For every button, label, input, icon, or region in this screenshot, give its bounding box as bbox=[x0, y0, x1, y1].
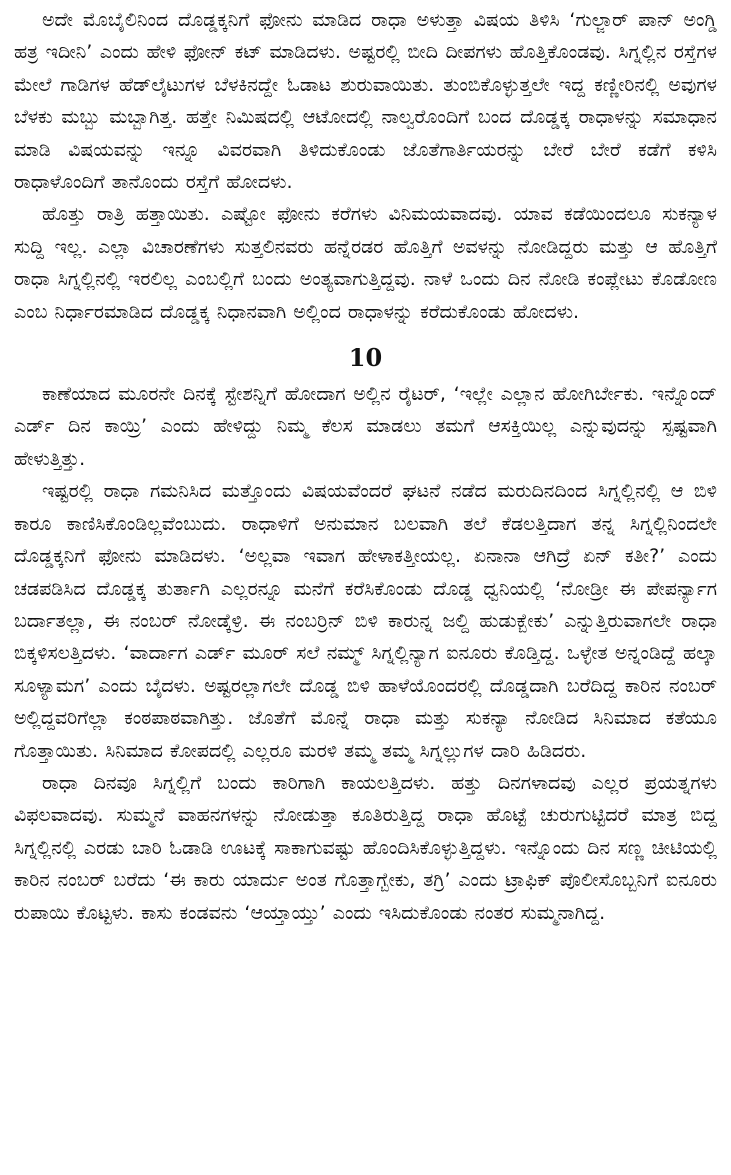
paragraph-2: ಹೊತ್ತು ರಾತ್ರಿ ಹತ್ತಾಯಿತು. ಎಷ್ಟೋ ಫೋನು ಕರೆಗಳು ವಿನಿಮಯವಾದವು. ಯಾವ ಕಡೆಯಿಂದಲೂ ಸುಕನ್ಯಾಳ ಸುದ್ದಿ ಇಲ್ಲ. ಎಲ್ಲಾ ವಿಚಾರಣೆಗಳು ಸುತ್ತಲಿನವರು ಹನ್ನೆರಡರ ಹೊತ್ತಿಗೆ ಅವಳನ್ನು ನೋಡಿದ್ದರು ಮತ್ತು ಆ ಹೊತ್ತಿಗೆ ರಾಧಾ ಸಿಗ್ನಲ್ಲಿನಲ್ಲಿ ಇರಲಿಲ್ಲ ಎಂಬಲ್ಲಿಗೆ ಬಂದು ಅಂತ್ಯವಾಗುತ್ತಿದ್ದವು. ನಾಳೆ ಒಂದು ದಿನ ನೋಡಿ ಕಂಪ್ಲೇಟು ಕೊಡೋಣ ಎಂಬ ನಿರ್ಧಾರಮಾಡಿದ ದೊಡ್ಡಕ್ಕ ನಿಧಾನವಾಗಿ ಅಲ್ಲಿಂದ ರಾಧಾಳನ್ನು ಕರೆದುಕೊಂಡು ಹೋದಳು. bbox=[14, 203, 717, 323]
paragraph-5: ರಾಧಾ ದಿನವೂ ಸಿಗ್ನಲ್ಲಿಗೆ ಬಂದು ಕಾರಿಗಾಗಿ ಕಾಯಲತ್ತಿದಳು. ಹತ್ತು ದಿನಗಳಾದವು ಎಲ್ಲರ ಪ್ರಯತ್ನಗಳು ವಿಫಲವಾದವು. ಸುಮ್ಮನೆ ವಾಹನಗಳನ್ನು ನೋಡುತ್ತಾ ಕೂತಿರುತ್ತಿದ್ದ ರಾಧಾ ಹೊಟ್ಟೆ ಚುರುಗುಟ್ಟಿದರೆ ಮಾತ್ರ ಬಿದ್ದ ಸಿಗ್ನಲ್ಲಿನಲ್ಲಿ ಎರಡು ಬಾರಿ ಓಡಾಡಿ ಊಟಕ್ಕೆ ಸಾಕಾಗುವಷ್ಟು ಹೊಂದಿಸಿಕೊಳ್ಳುತ್ತಿದ್ದಳು. ಇನ್ನೊಂದು ದಿನ ಸಣ್ಣ ಚೀಟಿಯಲ್ಲಿ ಕಾರಿನ ನಂಬರ್ ಬರೆದು ‘ಈ ಕಾರು ಯಾರ್ದು ಅಂತ ಗೊತ್ತಾಗ್ಬೇಕು, ತಗ್ರಿ’ ಎಂದು ಟ್ರಾಫಿಕ್ ಪೊಲೀಸೊಬ್ಬನಿಗೆ ಐನೂರು ರುಪಾಯಿ ಕೊಟ್ಟಳು. ಕಾಸು ಕಂಡವನು ‘ಆಯ್ತಾಯ್ತು’ ಎಂದು ಇಸಿದುಕೊಂಡು ನಂತರ ಸುಮ್ಮನಾಗಿದ್ದ. bbox=[14, 771, 717, 924]
paragraph-4: ಇಷ್ಟರಲ್ಲಿ ರಾಧಾ ಗಮನಿಸಿದ ಮತ್ತೊಂದು ವಿಷಯವೆಂದರೆ ಘಟನೆ ನಡೆದ ಮರುದಿನದಿಂದ ಸಿಗ್ನಲ್ಲಿನಲ್ಲಿ ಆ ಬಿಳಿ ಕಾರೂ ಕಾಣಿಸಿಕೊಂಡಿಲ್ಲವೆಂಬುದು. ರಾಧಾಳಿಗೆ ಅನುಮಾನ ಬಲವಾಗಿ ತಲೆ ಕೆಡಲತ್ತಿದಾಗ ತನ್ನ ಸಿಗ್ನಲ್ಲಿನಿಂದಲೇ ದೊಡ್ಡಕ್ಕನಿಗೆ ಫೋನು ಮಾಡಿದಳು. ‘ಅಲ್ಲವಾ ಇವಾಗ ಹೇಳಾಕತ್ತೀಯಲ್ಲ. ಏನಾನಾ ಆಗಿದ್ರೆ ಏನ್ ಕತೀ?’ ಎಂದು ಚಡಪಡಿಸಿದ ದೊಡ್ಡಕ್ಕ ತುರ್ತಾಗಿ ಎಲ್ಲರನ್ನೂ ಮನೆಗೆ ಕರೆಸಿಕೊಂಡು ದೊಡ್ಡ ಧ್ವನಿಯಲ್ಲಿ ‘ನೋಡ್ರೀ ಈ ಪೇಪರ್ನ್ಯಾಗ ಬರ್ದಾತಲ್ಲಾ, ಈ ನಂಬರ್ ನೋಡ್ಕೆಳ್ರಿ. ಈ ನಂಬರ್ರಿನ್ ಬಿಳಿ ಕಾರುನ್ನ ಜಲ್ದಿ ಹುಡುಕ್ಬೇಕು’ ಎನ್ನುತ್ತಿರುವಾಗಲೇ ರಾಧಾ ಬಿಕ್ಕಳಿಸಲತ್ತಿದಳು. ‘ವಾರ್ದಾಗ ಎರ್ಡ್ ಮೂರ್ ಸಲೆ ನಮ್ಮ್ ಸಿಗ್ನಲ್ಲಿನ್ಯಾಗ ಐನೂರು ಕೊಡ್ತಿದ್ದ. ಒಳ್ಳೇತ ಅನ್ನಂಡಿದ್ದೆ ಹಲ್ಕಾ ಸೂಳ್ಯಾಮಗ’ ಎಂದು ಬೈದಳು. ಅಷ್ಟರಲ್ಲಾಗಲೇ ದೊಡ್ಡ ಬಿಳಿ ಹಾಳೆಯೊಂದರಲ್ಲಿ ದೊಡ್ಡದಾಗಿ ಬರೆದಿದ್ದ ಕಾರಿನ ನಂಬರ್ ಅಲ್ಲಿದ್ದವರಿಗೆಲ್ಲಾ ಕಂಠಪಾಠವಾಗಿತ್ತು. ಜೊತೆಗೆ ಮೊನ್ನೆ ರಾಧಾ ಮತ್ತು ಸುಕನ್ಯಾ ನೋಡಿದ ಸಿನಿಮಾದ ಕತೆಯೂ ಗೊತ್ತಾಯಿತು. ಸಿನಿಮಾದ ಕೋಪದಲ್ಲಿ ಎಲ್ಲರೂ ಮರಳಿ ತಮ್ಮ ತಮ್ಮ ಸಿಗ್ನಲ್ಲುಗಳ ದಾರಿ ಹಿಡಿದರು. bbox=[14, 480, 717, 762]
paragraph-1: ಅದೇ ಮೊಬೈಲಿನಿಂದ ದೊಡ್ಡಕ್ಕನಿಗೆ ಫೋನು ಮಾಡಿದ ರಾಧಾ ಅಳುತ್ತಾ ವಿಷಯ ತಿಳಿಸಿ ‘ಗುಲ್ಜಾರ್ ಪಾನ್ ಅಂಗ್ಡಿ ಹತ್ರ ಇದೀನಿ’ ಎಂದು ಹೇಳಿ ಫೋನ್ ಕಟ್ ಮಾಡಿದಳು. ಅಷ್ಟರಲ್ಲಿ ಬೀದಿ ದೀಪಗಳು ಹೊತ್ತಿಕೊಂಡವು. ಸಿಗ್ನಲ್ಲಿನ ರಸ್ತೆಗಳ ಮೇಲೆ ಗಾಡಿಗಳ ಹೆಡ್‌ಲೈಟುಗಳ ಬೆಳಕಿನದ್ದೇ ಓಡಾಟ ಶುರುವಾಯಿತು. ತುಂಬಿಕೊಳ್ಳುತ್ತಲೇ ಇದ್ದ ಕಣ್ಣೀರಿನಲ್ಲಿ ಅವುಗಳ ಬೆಳಕು ಮಬ್ಬು ಮಬ್ಬಾಗಿತ್ತ. ಹತ್ತೇ ನಿಮಿಷದಲ್ಲಿ ಆಟೋದಲ್ಲಿ ನಾಲ್ವರೊಂದಿಗೆ ಬಂದ ದೊಡ್ಡಕ್ಕ ರಾಧಾಳನ್ನು ಸಮಾಧಾನ ಮಾಡಿ ವಿಷಯವನ್ನು ಇನ್ನೂ ವಿವರವಾಗಿ ತಿಳಿದುಕೊಂಡು ಜೊತೆಗಾರ್ತಿಯರನ್ನು ಬೇರೆ ಬೇರೆ ಕಡೆಗೆ ಕಳಿಸಿ ರಾಧಾಳೊಂದಿಗೆ ತಾನೊಂದು ರಸ್ತೆಗೆ ಹೋದಳು. bbox=[14, 9, 717, 194]
paragraph-3: ಕಾಣೆಯಾದ ಮೂರನೇ ದಿನಕ್ಕೆ ಸ್ಟೇಶನ್ನಿಗೆ ಹೋದಾಗ ಅಲ್ಲಿನ ರೈಟರ್, ‘ಇಲ್ಲೇ ಎಲ್ಲಾನ ಹೋಗಿರ್ಬೇಕು. ಇನ್ನೊಂದ್ ಎರ್ಡ್ ದಿನ ಕಾಯ್ರಿ’ ಎಂದು ಹೇಳಿದ್ದು ನಿಮ್ಮ ಕೆಲಸ ಮಾಡಲು ತಮಗೆ ಆಸಕ್ತಿಯಿಲ್ಲ ಎನ್ನುವುದನ್ನು ಸ್ಪಷ್ಟವಾಗಿ ಹೇಳುತ್ತಿತ್ತು. bbox=[14, 383, 717, 470]
chapter-number: 10 bbox=[348, 343, 383, 373]
